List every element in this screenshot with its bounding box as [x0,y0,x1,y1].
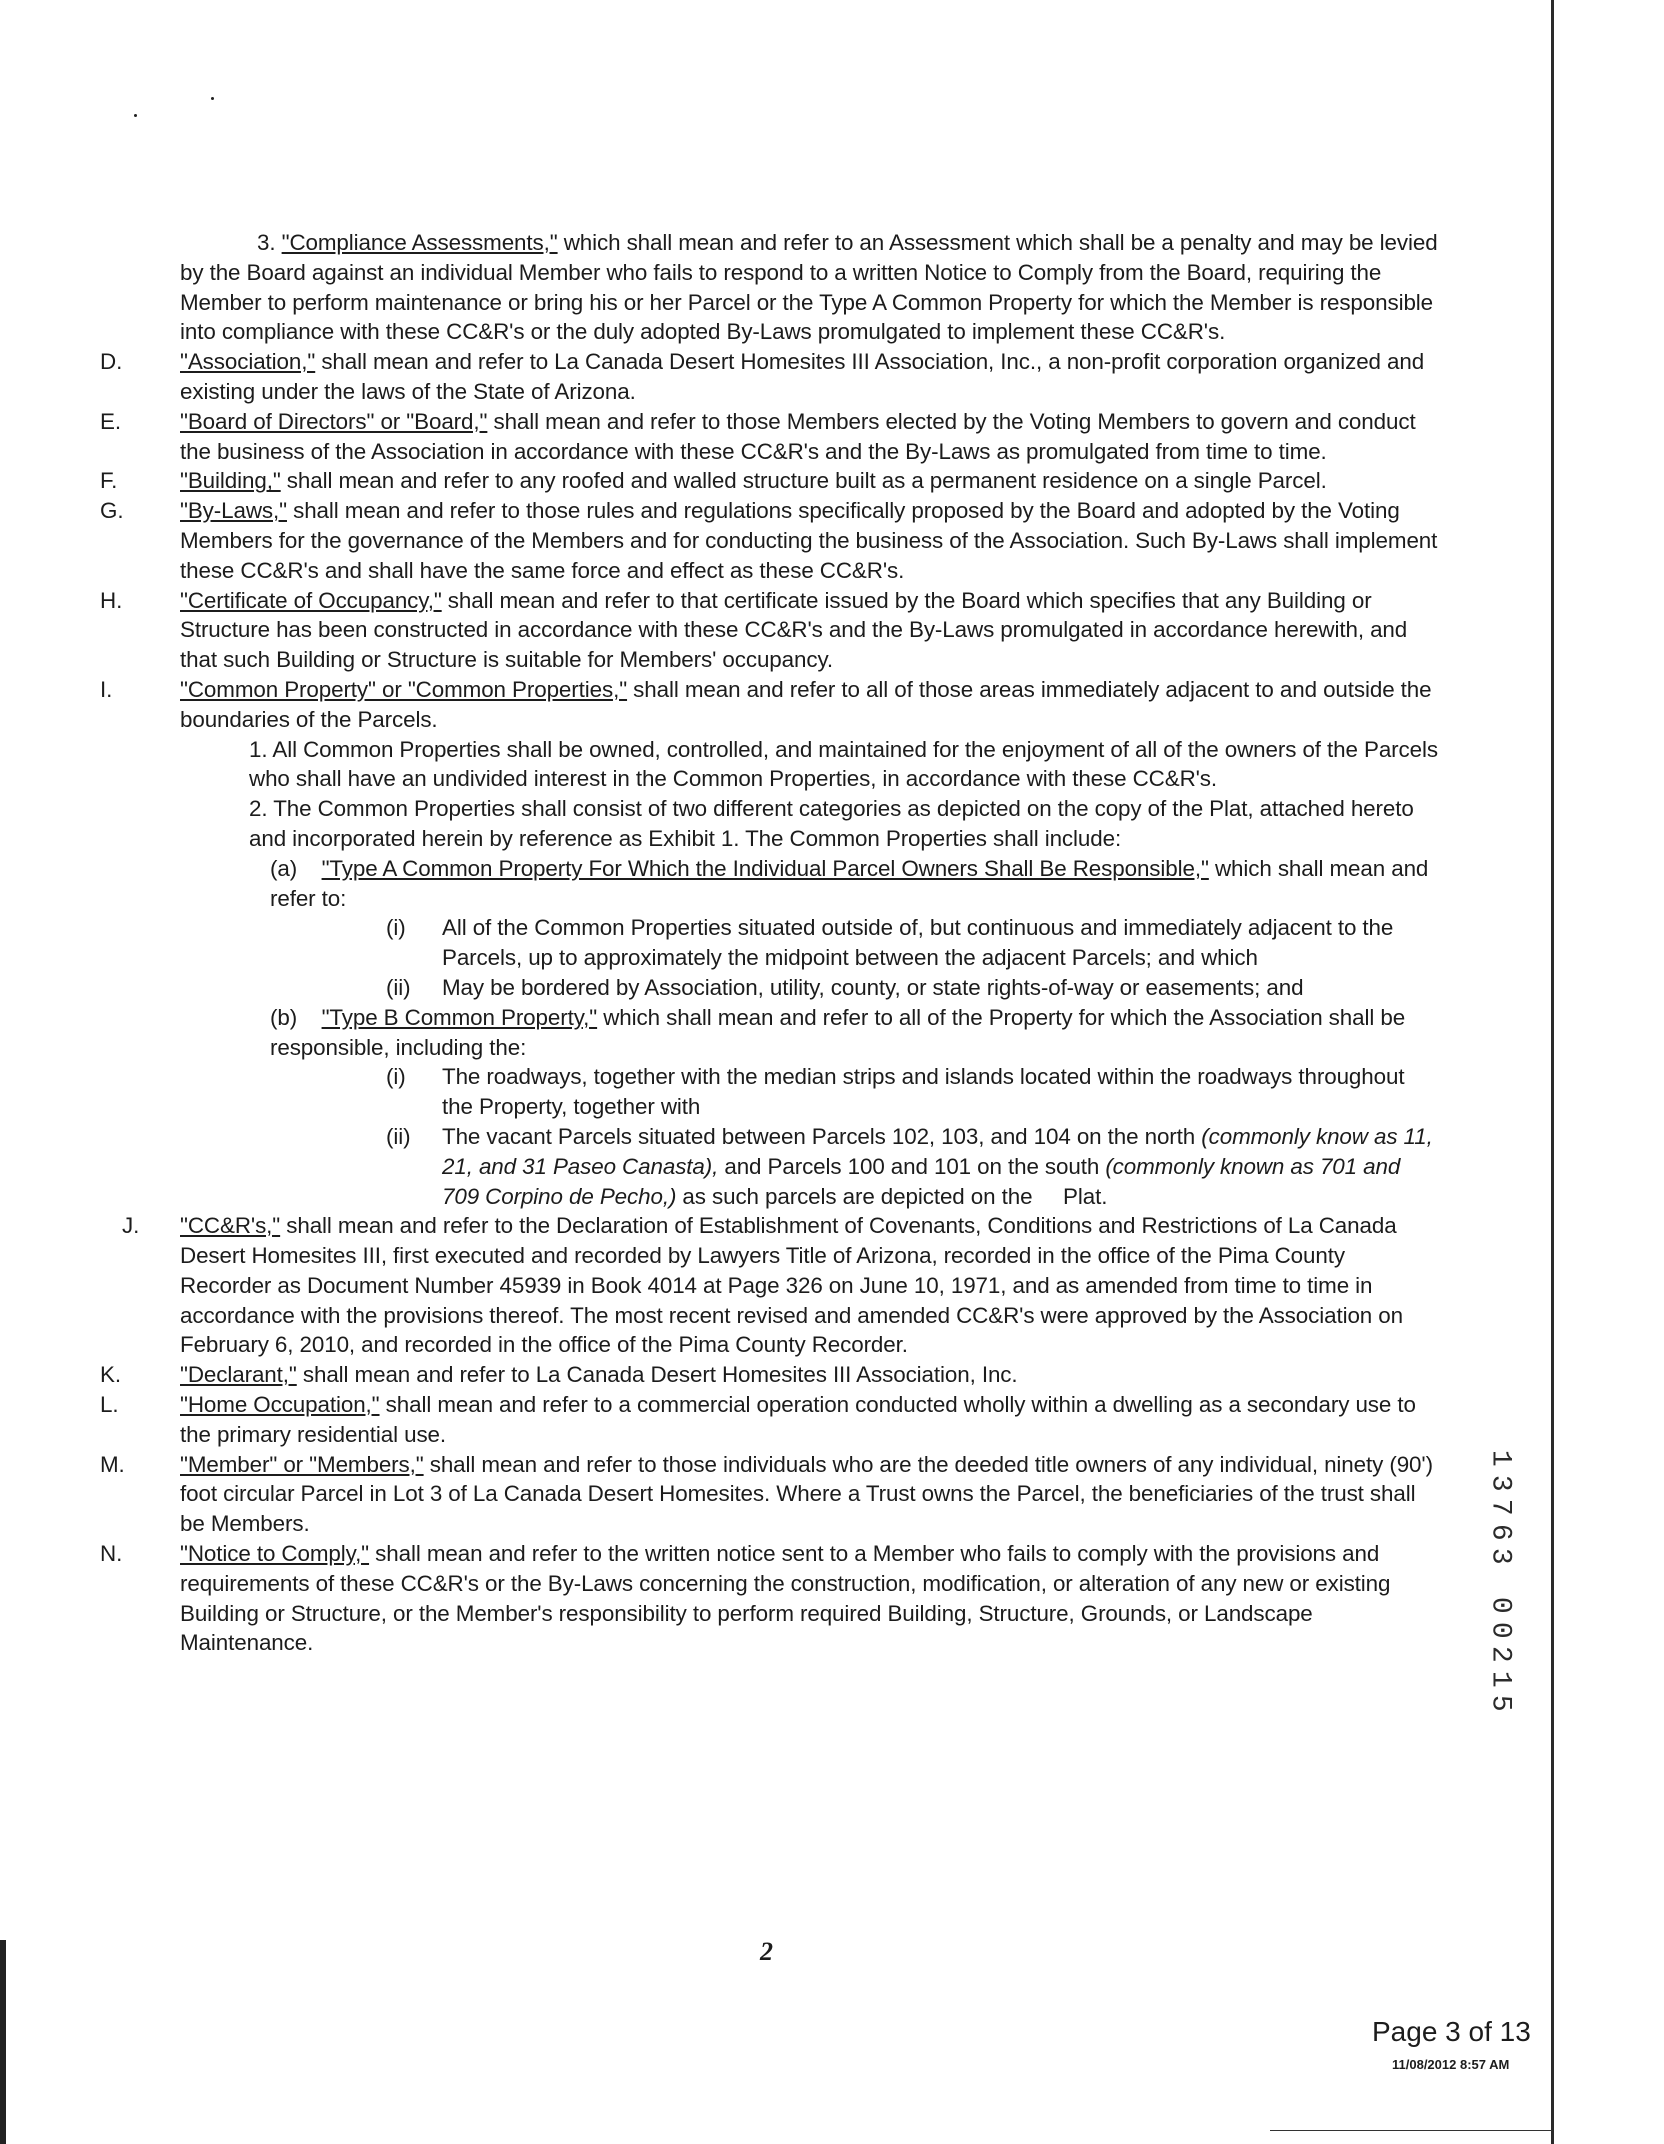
definition-text: which shall mean and refer to: [270,855,1429,911]
type-a-item-ii [100,973,1440,1003]
scan-speck [211,97,214,100]
definition-text: shall mean and refer to La Canada Desert Homesites III Association, Inc. [296,1362,1018,1388]
recording-number-vertical [1484,1446,1514,1716]
definition-common-property [100,675,1440,735]
definition-text: shall mean and refer to all of those areas immediately adjacent to and outside the boundaries of the Parcels. [180,676,1432,732]
clause-text: and Parcels 100 and 101 on the south [718,1153,1106,1179]
item-label: J. [122,1213,140,1239]
definitions-body [100,228,1440,1658]
defined-term: "Type B Common Property," [321,1004,598,1030]
definition-text: shall mean and refer to that certificate issued by the Board which specifies that any Building or Structure has been constructed in accordance with these CC&R's and the By-Laws promulgated in accordance herewith, and that such Building or Structure is suitable for Members' occupancy. [180,587,1408,673]
definition-text: shall mean and refer to a commercial operation conducted wholly within a dwelling as a secondary use to the primary residential use. [180,1392,1416,1447]
definition-member [100,1450,1440,1539]
item-label: E. [100,408,121,434]
definition-text: shall mean and refer to the Declaration of Establishment of Covenants, Conditions and Restrictions of La Canada Desert Homesites III, first executed and recorded by Lawyers Title of Arizona, recorded in the office of the Pima County Recorder as Document Number 45939 in Book 4014 at Page 326 on June 10, 1971, and as amended from time to time in accordance with the provisions thereof. The most recent revised and amended CC&R's were approved by the Association on February 6, 2010, and recorded in the office of the Pima County Recorder. [180,1213,1403,1358]
defined-term: "CC&R's," [180,1213,281,1239]
definition-text: which shall mean and refer to all of the Property for which the Association shall be responsible, including the: [270,1004,1406,1060]
recording-digit: 7 [1484,1498,1516,1516]
page-number: 2 [760,1937,773,1966]
clause-text: 1. All Common Properties shall be owned, controlled, and maintained for the enjoyment of all of the owners of the Parcels who shall have an undivided interest in the Common Properties, in accordance with these CC&R's. [249,736,1438,792]
scan-speck [134,114,137,117]
item-label: D. [100,349,123,375]
timestamp: 11/08/2012 8:57 AM [1392,2057,1510,2072]
item-label: K. [100,1362,121,1388]
definition-notice-to-comply [100,1539,1440,1658]
defined-term: "Notice to Comply," [180,1541,370,1567]
page-edge-left [0,1940,6,2144]
defined-term: "By-Laws," [180,498,287,524]
recording-digit: 3 [1484,1474,1516,1492]
item-label: G. [100,498,124,524]
recording-digit: 2 [1484,1645,1516,1663]
common-property-clause-1 [100,735,1440,795]
defined-term: "Certificate of Occupancy," [180,587,442,613]
definition-text: shall mean and refer to those individuals who are the deeded title owners of any individual, ninety (90') foot circular Parcel in Lot 3 of La Canada Desert Homesites. Where a Trust owns the Parcel, the beneficiaries of the trust shall be Members. [180,1451,1433,1537]
recording-digit: 6 [1484,1523,1516,1541]
definition-association [100,347,1440,407]
item-label: (ii) [386,974,411,1000]
clause-text: The roadways, together with the median strips and islands located within the roadways throughout the Property, together with [442,1064,1405,1120]
defined-term: "Type A Common Property For Which the Individual Parcel Owners Shall Be Responsible," [321,855,1209,881]
type-b-item-i [100,1062,1440,1122]
recording-digit: 0 [1484,1596,1516,1614]
definition-text: shall mean and refer to those rules and regulations specifically proposed by the Board and adopted by the Voting Members for the governance of the Members and for conducting the business of the Association. Such By-Laws shall implement these CC&R's and shall have the same force and effect as these CC&R's. [180,498,1438,583]
defined-term: "Member" or "Members," [180,1451,424,1477]
clause-text: All of the Common Properties situated outside of, but continuous and immediately adjacent to the Parcels, up to approximately the midpoint between the adjacent Parcels; and which [442,915,1394,971]
item-label: L. [100,1392,119,1418]
definition-by-laws [100,496,1440,585]
definition-text: shall mean and refer to any roofed and walled structure built as a permanent residence on a single Parcel. [280,468,1327,494]
item-number: 3. [257,230,276,255]
item-label: (a) [270,855,298,881]
item-label: (ii) [386,1123,411,1149]
definition-declarant [100,1360,1440,1390]
clause-text: The vacant Parcels situated between Parcels 102, 103, and 104 on the north [442,1123,1202,1149]
item-label: N. [100,1541,123,1567]
item-label: F. [100,468,118,494]
recording-digit: 0 [1484,1621,1516,1639]
footer-rule [1270,2130,1552,2131]
page-of-count: Page 3 of 13 [1372,2016,1531,2047]
defined-term: "Compliance Assessments," [281,230,558,255]
page-edge-line [1551,0,1554,2144]
recording-digit: 3 [1484,1547,1516,1565]
definition-text: shall mean and refer to those Members elected by the Voting Members to govern and conduct the business of the Association in accordance with these CC&R's and the By-Laws as promulgated from time to time. [180,408,1416,464]
recording-digit: 1 [1484,1670,1516,1688]
type-b-item-ii [100,1122,1440,1211]
defined-term: "Building," [180,468,281,494]
clause-text-italic: (commonly know as 11, 21, and 31 Paseo Canasta), [442,1123,1433,1179]
definition-text: shall mean and refer to La Canada Desert Homesites III Association, Inc., a non-profit corporation organized and existing under the laws of the State of Arizona. [180,349,1425,404]
item-label: H. [100,587,123,613]
definition-building [100,466,1440,496]
defined-term: "Home Occupation," [180,1392,380,1418]
type-a-item-i [100,913,1440,973]
definition-board [100,407,1440,467]
item-label: (b) [270,1004,298,1030]
clause-text: as such parcels are depicted on the Plat. [676,1183,1108,1209]
definition-home-occupation [100,1390,1440,1450]
definition-text: shall mean and refer to the written notice sent to a Member who fails to comply with the provisions and requirements of these CC&R's or the By-Laws concerning the construction, modification, or alteration of any new or existing Building or Structure, or the Member's responsibility to perform required Building, Structure, Grounds, or Landscape Maintenance. [180,1541,1391,1656]
clause-text-italic: (commonly known as 701 and 709 Corpino de Pecho,) [442,1153,1401,1209]
common-property-type-a [100,854,1440,914]
clause-text: May be bordered by Association, utility, county, or state rights-of-way or easements; and [442,974,1304,1000]
definition-compliance-assessments [100,228,1440,347]
common-property-clause-2 [100,794,1440,854]
recording-digit: 1 [1484,1449,1516,1467]
clause-text: 2. The Common Properties shall consist of two different categories as depicted on the copy of the Plat, attached hereto and incorporated herein by reference as Exhibit 1. The Common Properties shall include: [249,796,1414,851]
common-property-type-b [100,1003,1440,1063]
defined-term: "Declarant," [180,1362,297,1388]
definition-ccrs [100,1211,1440,1360]
definition-certificate-of-occupancy [100,586,1440,675]
item-label: (i) [386,915,406,941]
defined-term: "Association," [180,349,316,375]
defined-term: "Common Property" or "Common Properties," [180,676,628,702]
recording-digit: 5 [1484,1694,1516,1712]
item-label: I. [100,676,113,702]
item-label: (i) [386,1064,406,1090]
item-label: M. [100,1451,125,1477]
definition-text: which shall mean and refer to an Assessment which shall be a penalty and may be levied by the Board against an individual Member who fails to respond to a written Notice to Comply from the Board, requiring the Member to perform maintenance or bring his or her Parcel or the Type A Common Property for which the Member is responsible into compliance with these CC&R's or the duly adopted By-Laws promulgated to implement these CC&R's. [180,230,1438,345]
defined-term: "Board of Directors" or "Board," [180,408,488,434]
